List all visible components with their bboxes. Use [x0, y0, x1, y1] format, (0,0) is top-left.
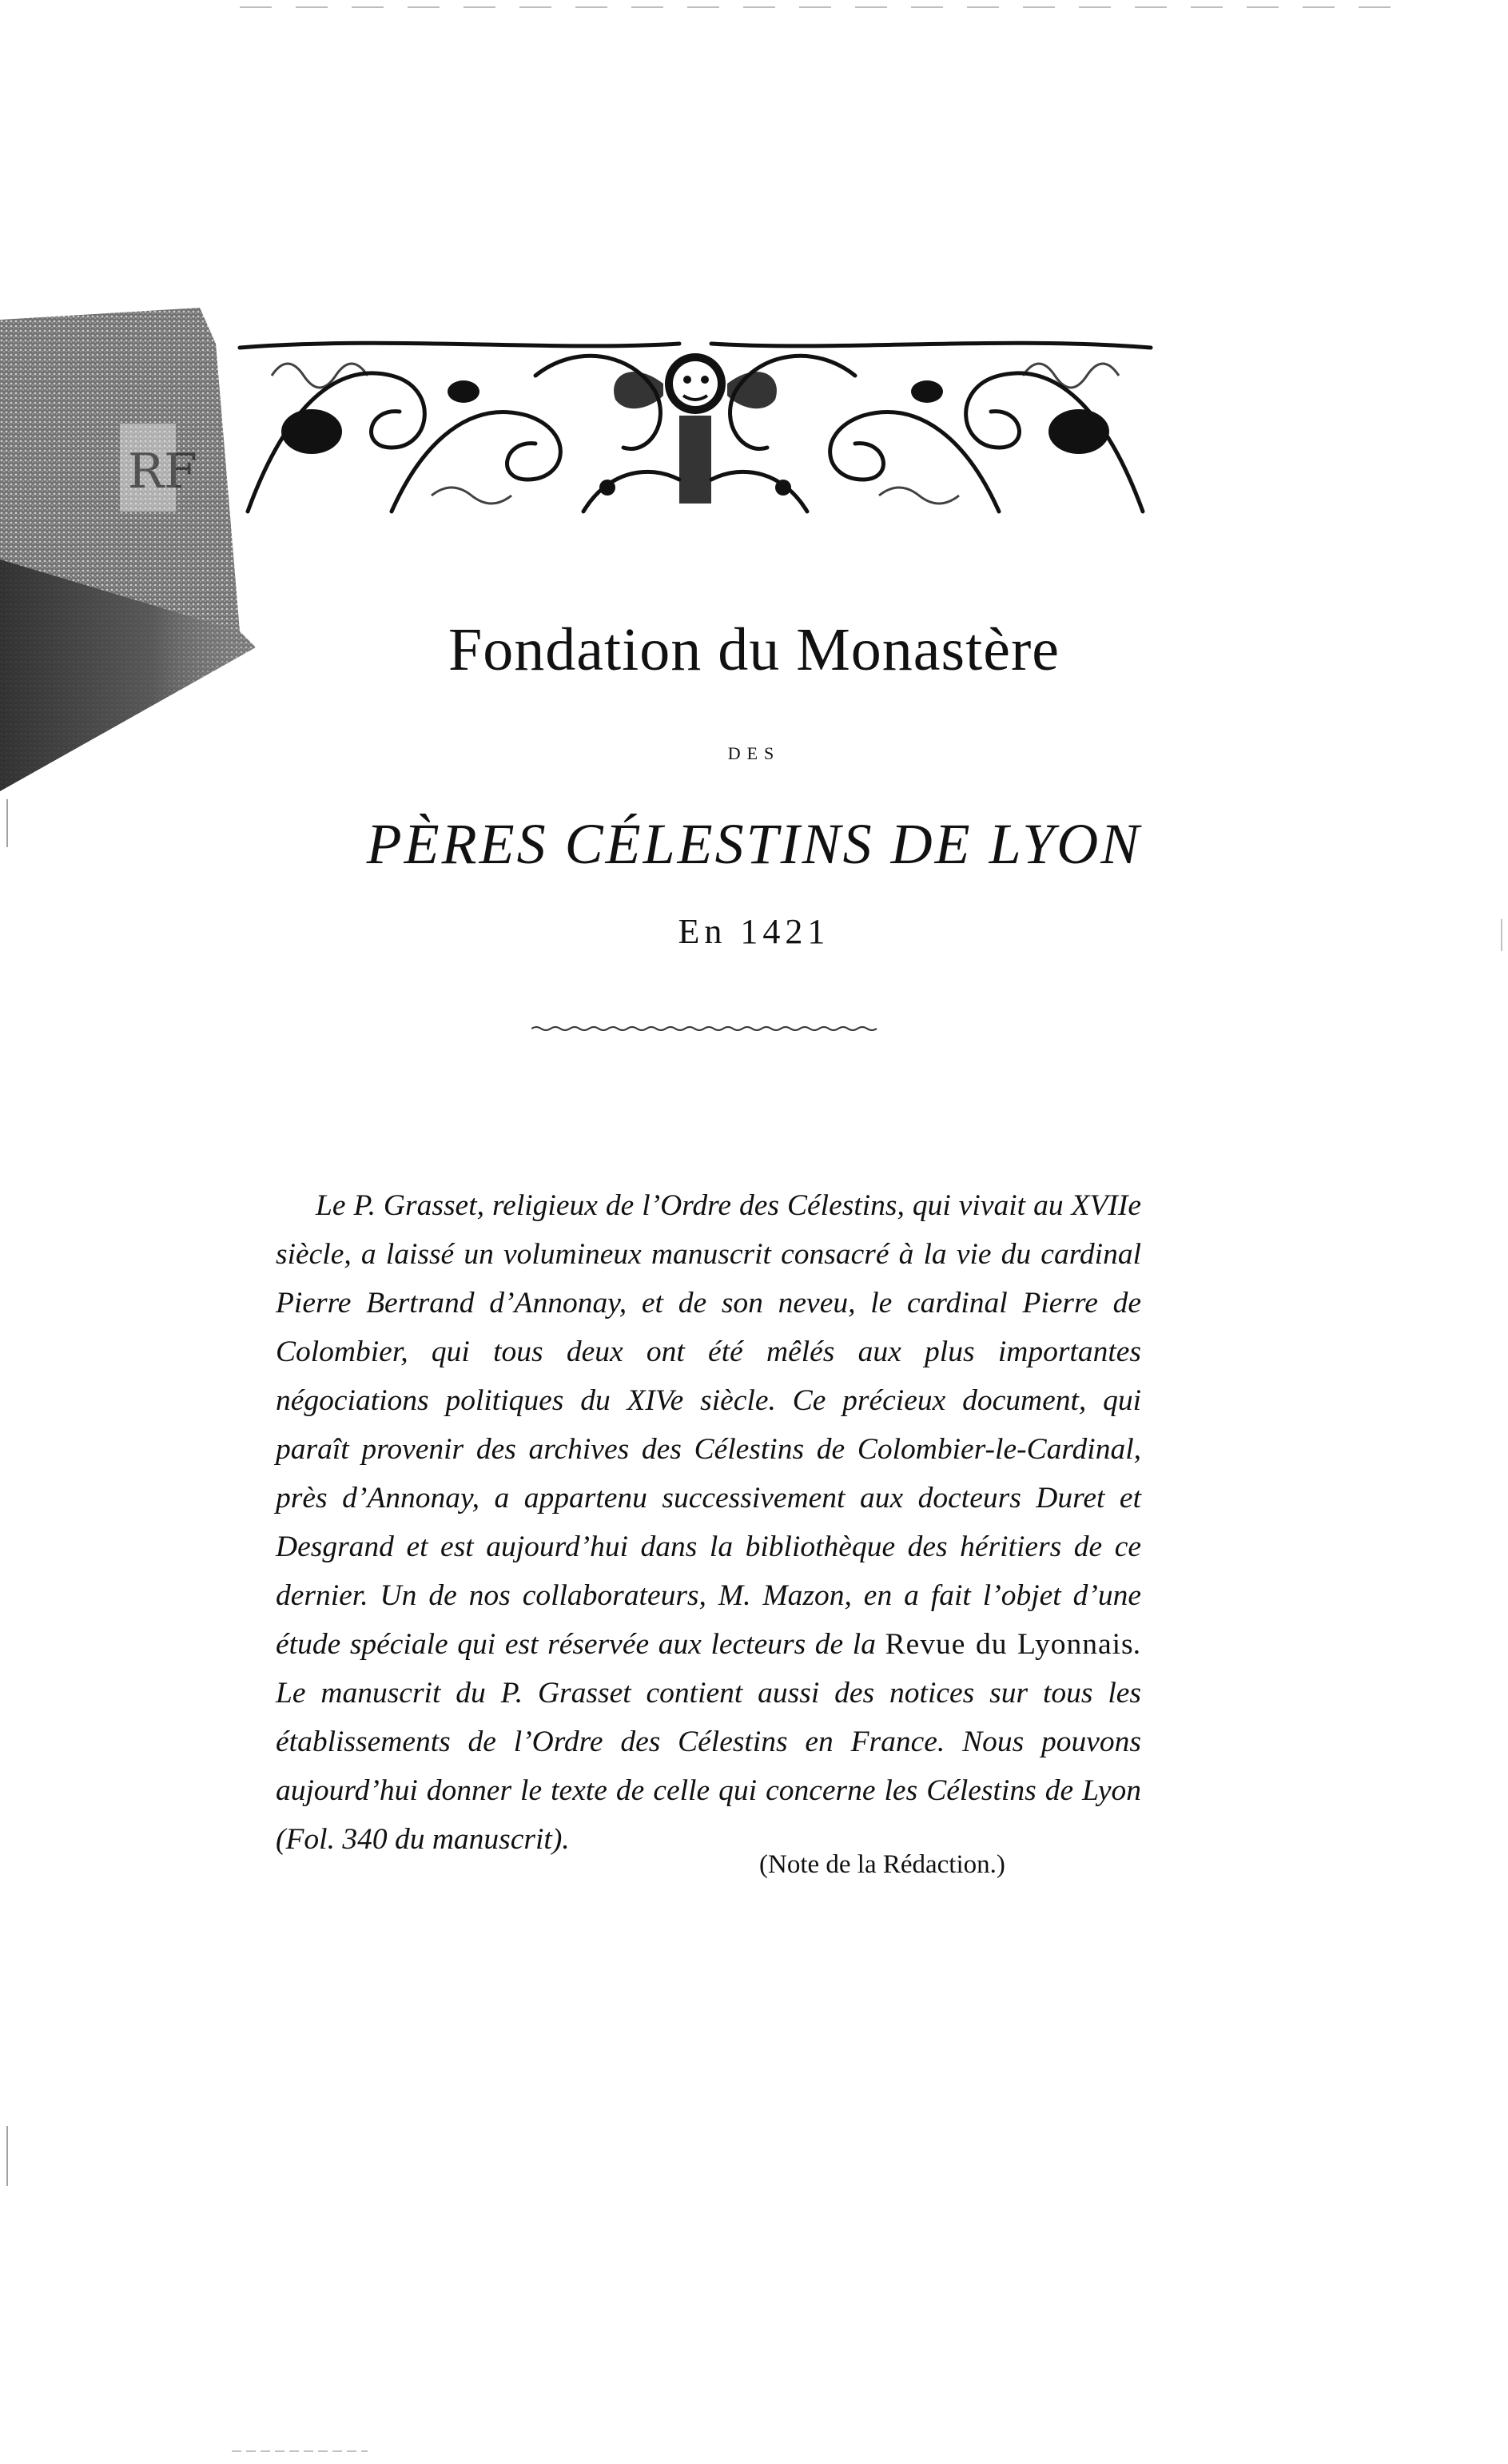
scan-artifact-top — [240, 6, 1399, 8]
binding-stain — [0, 296, 264, 807]
scan-edge-mark — [6, 2126, 8, 2186]
journal-name: Revue du Lyonnais — [885, 1627, 1134, 1661]
ornamental-headpiece — [232, 328, 1159, 523]
title-fondation: Fondation du Monastère — [448, 616, 1060, 683]
title-des: DES — [727, 743, 781, 763]
intro-text-part1: Le P. Grasset, religieux de l’Ordre des Célestins, qui vivait au XVIIe siècle, a laissé un volumineux manuscrit consacré à la vie du cardinal Pierre Bertrand d’Annonay, et de son neveu, le cardinal Pierre de Colombier, qui tous deux ont été mêlés aux plus importantes négociations politiques du XIVe siècle. Ce précieux document, qui paraît provenir des archives des Célestins de Colombier-le-Cardinal, près d’Annonay, a appartenu successivement aux docteurs Duret et Desgrand et est aujourd’hui dans la bibliothèque des héritiers de ce dernier. Un de nos collaborateurs, M. Mazon, en a fait l’objet d’une étude spéciale qui est réservée aux lecteurs de la — [276, 1188, 1141, 1661]
decorative-rule — [531, 1025, 879, 1032]
svg-text:RF: RF — [128, 444, 197, 500]
intro-text-part2: . Le manuscrit du P. Grasset contient aussi des notices sur tous les établissements de l’Ordre des Célestins en France. Nous pouvons aujourd’hui donner le texte de celle qui concerne les Célestins de Lyon (Fol. 340 du manuscrit). — [276, 1627, 1141, 1856]
scan-artifact-bottom — [232, 2450, 368, 2452]
title-peres-celestins: PÈRES CÉLESTINS DE LYON — [366, 812, 1142, 876]
editorial-note: (Note de la Rédaction.) — [759, 1850, 1005, 1879]
intro-paragraph — [276, 1181, 1141, 1864]
title-date: En 1421 — [678, 912, 830, 951]
